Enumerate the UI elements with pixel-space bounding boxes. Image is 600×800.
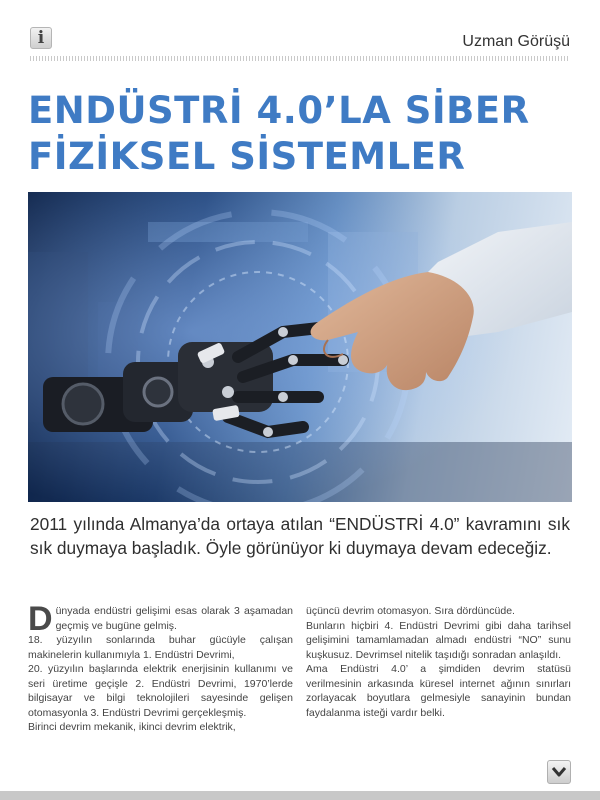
chevron-down-icon (551, 766, 567, 778)
body-paragraph: Ama Endüstri 4.0’ a şimdiden devrim statüsü verilmesinin arkasında küresel internet ağının sınırları zorlayacak boyutlara gelmesiyle sanayinin bundan faydalanma isteği vardır belki. (306, 663, 571, 719)
hero-image (28, 192, 572, 502)
drop-cap: D (28, 600, 53, 638)
info-icon-button[interactable] (30, 27, 52, 49)
header-divider (30, 56, 570, 61)
next-page-button[interactable] (547, 760, 571, 784)
article-title: ENDÜSTRİ 4.0’LA SİBER FİZİKSEL SİSTEMLER (28, 89, 530, 178)
info-icon: i (37, 28, 45, 48)
body-column-right (306, 604, 571, 720)
body-paragraph (28, 600, 293, 638)
body-paragraph: Bunların hiçbiri 4. Endüstri Devrimi gibi daha tarihsel gelişimini tamamlamadan almadı endüstri “NO” sunu kuşkusuz. Devrimsel nitelik taşıdığı sonradan anlaşıldı. (306, 619, 571, 661)
robot-hand-illustration (28, 192, 572, 502)
body-paragraph: 20. yüzyılın başlarında elektrik enerjisinin kullanımı ve seri üretime geçişle 2. Endüstri Devrimi, 1970’lerde bilgisayar ve bilgi teknolojileri sayesinde gelişen otomasyonla 3. Endüstri Devrimi gerçekleşmiş. (28, 663, 293, 719)
body-paragraph: üçüncü devrim otomasyon. Sıra dördüncüde. (306, 605, 515, 617)
body-text: ünyada endüstri gelişimi esas olarak 3 aşamadan geçmiş ve bugüne gelmiş. (55, 605, 293, 632)
body-paragraph: 18. yüzyılın sonlarında buhar gücüyle çalışan makinelerin kullanımıyla 1. Endüstri Devrimi, (28, 634, 293, 661)
body-column-left (28, 600, 293, 735)
section-label: Uzman Görüşü (462, 33, 570, 50)
body-paragraph: Birinci devrim mekanik, ikinci devrim elektrik, (28, 721, 236, 733)
bottom-bar (0, 791, 600, 800)
lead-paragraph: 2011 yılında Almanya’da ortaya atılan “ENDÜSTRİ 4.0” kavramını sık sık duymaya başladık. Öyle görünüyor ki duymaya devam edeceğiz. (30, 514, 570, 558)
